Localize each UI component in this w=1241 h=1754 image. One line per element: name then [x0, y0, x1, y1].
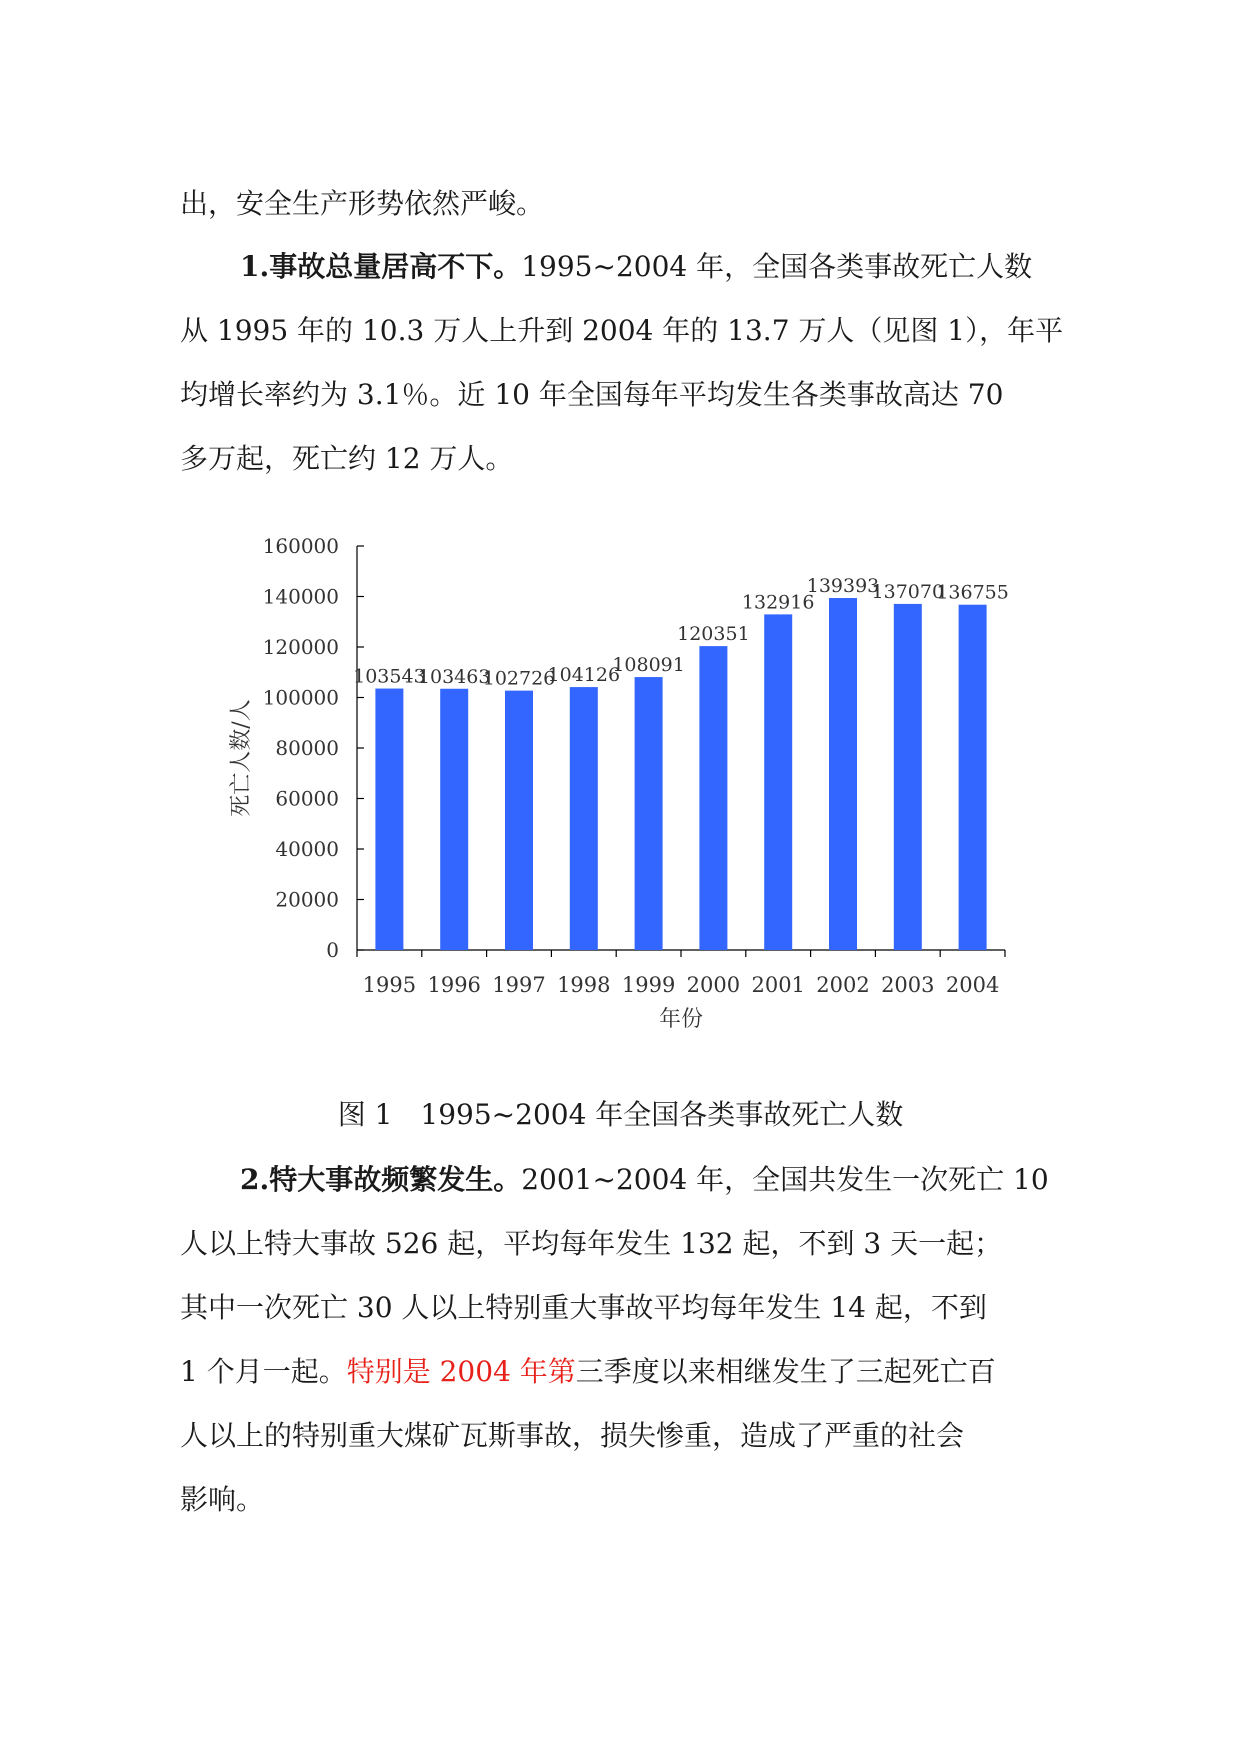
bar: [505, 691, 533, 950]
x-tick-label: 2002: [816, 973, 870, 997]
x-tick-label: 1997: [492, 973, 546, 997]
y-tick-label: 140000: [262, 584, 339, 609]
figure-caption: 图 1 1995~2004 年全国各类事故死亡人数: [337, 1098, 904, 1131]
y-tick-label: 0: [326, 938, 339, 962]
data-label: 102726: [482, 667, 556, 690]
bar: [894, 604, 922, 950]
x-tick-label: 2000: [686, 973, 741, 997]
bar: [570, 687, 598, 950]
x-tick-label: 2003: [881, 973, 935, 997]
paragraph-line: 出，安全生产形势依然严峻。: [180, 187, 545, 220]
bar: [635, 677, 663, 950]
bar: [959, 605, 987, 950]
x-axis-title: 年份: [658, 1007, 704, 1032]
y-tick-label: 160000: [262, 534, 339, 558]
x-tick-label: 2001: [751, 973, 805, 997]
data-label: 137070: [871, 580, 945, 603]
section-heading: 1.事故总量居高不下。: [240, 250, 522, 283]
paragraph-line: 人以上的特别重大煤矿瓦斯事故，损失惨重，造成了严重的社会: [180, 1419, 965, 1452]
chart-layer: [229, 534, 1009, 1032]
x-tick-label: 1995: [362, 973, 417, 997]
x-tick-label: 2004: [945, 973, 1000, 997]
y-tick-label: 20000: [275, 887, 339, 912]
paragraph-text: 1995~2004 年，全国各类事故死亡人数: [521, 250, 1033, 283]
data-label: 108091: [612, 654, 685, 677]
paragraph-text: 1 个月一起。: [180, 1355, 347, 1388]
data-label: 120351: [677, 623, 750, 646]
y-tick-label: 40000: [275, 837, 339, 861]
y-tick-label: 60000: [275, 786, 339, 811]
bar: [440, 689, 468, 950]
highlighted-text: 特别是 2004 年第: [346, 1355, 576, 1388]
x-tick-label: 1996: [427, 973, 481, 997]
bar: [375, 689, 403, 950]
y-axis-title: 死亡人数/人: [229, 699, 254, 817]
paragraph-text: 2001~2004 年，全国共发生一次死亡 10: [521, 1163, 1049, 1196]
bar: [764, 614, 792, 950]
section-heading: 2.特大事故频繁发生。: [240, 1163, 522, 1196]
data-label: 103463: [417, 665, 491, 688]
paragraph-line: 人以上特大事故 526 起，平均每年发生 132 起，不到 3 天一起；: [180, 1227, 1003, 1260]
paragraph-line: [240, 1160, 1049, 1200]
paragraph-line: 多万起，死亡约 12 万人。: [180, 442, 514, 475]
data-label: 139393: [806, 575, 880, 598]
paragraph-line: 影响。: [180, 1483, 265, 1516]
bar: [699, 646, 727, 950]
y-tick-label: 120000: [262, 635, 339, 659]
paragraph-line: 均增长率约为 3.1％。近 10 年全国每年平均发生各类事故高达 70: [180, 378, 1004, 411]
data-label: 104126: [547, 664, 621, 687]
data-label: 136755: [936, 581, 1009, 604]
paragraph-text: 三季度以来相继发生了三起死亡百: [575, 1355, 996, 1388]
x-tick-label: 1999: [621, 973, 676, 997]
y-tick-label: 80000: [275, 736, 339, 760]
y-tick-label: 100000: [262, 685, 339, 710]
data-label: 132916: [741, 591, 815, 614]
bar: [829, 598, 857, 950]
data-label: 103543: [353, 665, 426, 688]
paragraph-line: 从 1995 年的 10.3 万人上升到 2004 年的 13.7 万人（见图 1），年平: [180, 314, 1064, 347]
paragraph-line: 其中一次死亡 30 人以上特别重大事故平均每年发生 14 起，不到: [180, 1291, 987, 1324]
x-tick-label: 1998: [557, 973, 611, 997]
paragraph-line: [180, 1352, 996, 1392]
